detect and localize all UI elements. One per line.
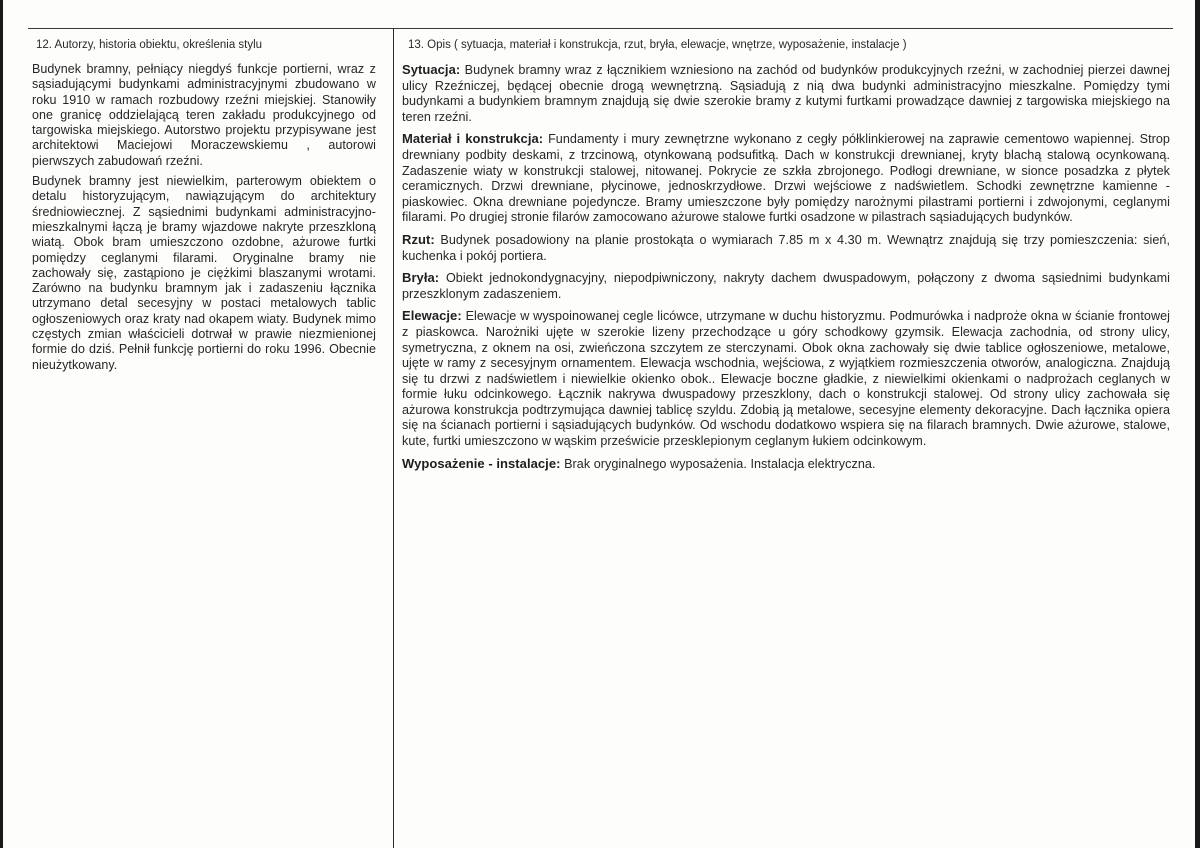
text-wyposazenie: Brak oryginalnego wyposażenia. Instalacja elektryczna. [564,456,876,471]
description-material [402,131,1170,226]
description-bryla [402,270,1170,302]
history-paragraph-2: Budynek bramny jest niewielkim, parterowym obiektem o detalu historyzującym, nawiązującym do architektury średniowiecznej. Z sąsiednimi budynkami administracyjno- mieszkalnymi łączą je bramy wjazdowe nakryte przeszkloną wiatą. Obok bram umieszczono ozdobne, ażurowe furtki pomiędzy ceglanymi filarami. Oryginalne bramy nie zachowały się, zastąpiono je ciężkimi blaszanymi wrotami. Zarówno na budynku bramnym jak i zadaszeniu łącznika utrzymano detal secesyjny w postaci metalowych tablic ogłoszeniowych oraz kraty nad okapem wiaty. Budynek mimo częstych zmian właścicieli dotrwał w prawie niezmienionej formie do dziś. Pełnił funkcję portierni do roku 1996. Obecnie nieużytkowany. [32,174,376,372]
column-divider [393,28,394,848]
text-material: Fundamenty i mury zewnętrzne wykonano z cegły półklinkierowej na zaprawie cementowo wapiennej. Strop drewniany podbity deskami, z trzcinową, otynkowaną podsufitką. Dach w konstrukcji drewnianej, kryty blachą stalową ocynkowaną. Zadaszenie wiaty w konstrukcji stalowej, nitowanej. Pokrycie ze szkła zbrojonego. Podłogi drewniane, w sionce posadzka z płytek ceramicznych. Drzwi drewniane, płycinowe, jednoskrzydłowe. Drzwi wejściowe z nadświetlem. Schodki zewnętrzne kamienne - piaskowiec. Okna drewniane pojedyncze. Bramy umieszczone były pomiędzy narożnymi pilastrami portierni i zdwojonymi, ceglanymi filarami. Po drugiej stronie filarów zamocowano ażurowe stalowe furtki osadzone w pilastrach sąsiadujących budynków. [402,132,1170,225]
description-elewacje [402,308,1170,449]
term-sytuacja: Sytuacja: [402,62,461,77]
term-elewacje: Elewacje: [402,308,462,324]
scan-edge-right [1195,0,1200,848]
term-material: Materiał i konstrukcja: [402,131,544,147]
scan-edge-left [0,0,3,848]
section-12-heading: 12. Autorzy, historia obiektu, określenia stylu [36,39,263,51]
term-bryla: Bryła: [402,270,440,286]
description-wyposazenie [402,456,1170,473]
section-13-column [402,36,1170,478]
term-wyposazenie: Wyposażenie - instalacje: [402,455,561,471]
section-13-heading: 13. Opis ( sytuacja, materiał i konstrukcja, rzut, bryła, elewacje, wnętrze, wyposażenie, instalacje ) [408,39,907,51]
description-sytuacja [402,62,1170,125]
section-12-column [32,36,376,378]
text-sytuacja: Budynek bramny wraz z łącznikiem wzniesiono na zachód od budynków produkcyjnych rzeźni, w zachodniej pierzei dawnej ulicy Rzeźniczej, będącej obecnie drogą wewnętrzną. Sąsiadują z nią dwa budynki administracyjno mieszkalne. Pomiędzy tymi budynkami a budynkiem bramnym znajdują się dwie szerokie bramy z kutymi furtkami prowadzące dawniej z targowiska miejskiego na teren rzeźni. [402,63,1170,124]
history-paragraph-1: Budynek bramny, pełniący niegdyś funkcje portierni, wraz z sąsiadującymi budynkami administracyjnymi zbudowano w roku 1910 w ramach rozbudowy rzeźni miejskiej. Stanowiły one granicę oddzielającą teren zakładu produkcyjnego od targowiska miejskiego. Autorstwo projektu przypisywane jest architektowi Maciejowi Moraczewskiemu , autorowi pierwszych zabudowań rzeźni. [32,62,376,168]
text-elewacje: Elewacje w wyspoinowanej cegle licówce, utrzymane w duchu historyzmu. Podmurówka i nadproże okna w ścianie frontowej z piaskowca. Narożniki ujęte w szerokie lizeny przechodzące u góry schodkowy gzymsik. Elewacja zachodnia, od strony ulicy, symetryczna, z oknem na osi, zwieńczona szczytem ze sterczynami. Obok okna zachowały się dwie tablice ogłoszeniowe, metalowe, ujęte w ramy z secesyjnym ornamentem. Elewacja wschodnia, wejściowa, z wyjątkiem rozmieszczenia otworów, analogiczna. Znajdują się tu drzwi z nadświetlem i niewielkie okienko obok.. Elewacje boczne gładkie, z niewielkimi okienkami o nadprożach ceglanych w formie łuku odcinkowego. Łącznik nakrywa dwuspadowy przeszklony, dach o konstrukcji stalowej. Od strony ulicy zachowała się ażurowa konstrukcja podtrzymująca dawniej tablicę szyldu. Zdobią ją metalowe, secesyjne elementy dekoracyjne. Dach łącznika opiera się na ścianach portierni i sąsiadujących budynków. Od wschodu dodatkowo wspiera się na filarach bramnych. Dwie ażurowe, stalowe, kute, furtki umieszczono w wąskim prześwicie przesklepionym ceglanym łukiem odcinkowym. [402,309,1170,449]
term-rzut: Rzut: [402,231,435,247]
text-bryla: Obiekt jednokondygnacyjny, niepodpiwniczony, nakryty dachem dwuspadowym, połączony z dwoma sąsiednimi budynkami przeszklonym zadaszeniem. [402,271,1170,301]
text-rzut: Budynek posadowiony na planie prostokąta o wymiarach 7.85 m x 4.30 m. Wewnątrz znajdują się trzy pomieszczenia: sień, kuchenka i pokój portiera. [402,232,1170,263]
description-rzut [402,232,1170,264]
top-rule [28,28,1173,29]
